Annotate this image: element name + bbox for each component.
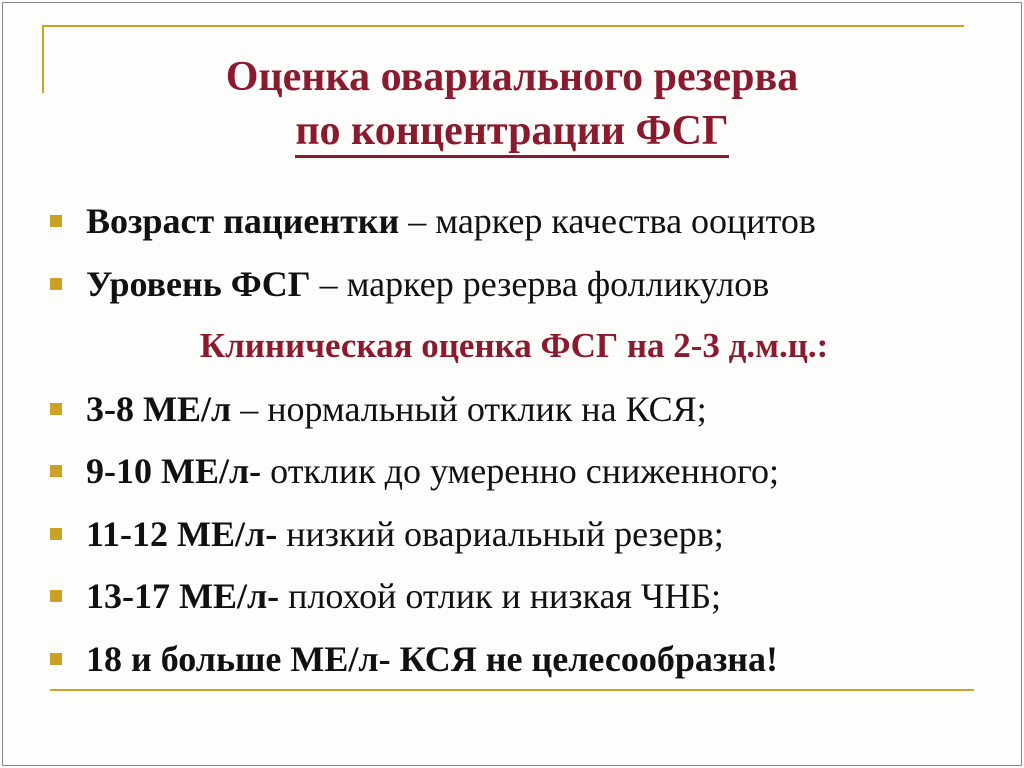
square-bullet-icon — [50, 590, 62, 602]
item-bold-text: Уровень ФСГ — [86, 263, 311, 304]
square-bullet-icon — [50, 528, 62, 540]
square-bullet-icon — [50, 465, 62, 477]
item-bold-text: 3-8 МЕ/л — [86, 388, 232, 429]
item-text: отклик до умеренно сниженного; — [261, 451, 780, 492]
list-item — [50, 253, 990, 316]
item-bold-text: Возраст пациентки — [86, 201, 400, 242]
item-bold-text: 11-12 МЕ/л- — [86, 513, 278, 554]
item-bold-text: 18 и больше МЕ/л- КСЯ не целесообразна! — [86, 638, 779, 679]
title-line-2: по концентрации ФСГ — [295, 107, 728, 158]
item-text: – нормальный отклик на КСЯ; — [231, 388, 707, 429]
item-text: плохой отлик и низкая ЧНБ; — [279, 576, 722, 617]
title-line-1: Оценка овариального резерва — [225, 54, 799, 100]
item-text: – маркер качества ооцитов — [399, 201, 816, 242]
slide-title — [0, 50, 1024, 158]
item-bold-text: 9-10 МЕ/л- — [86, 451, 262, 492]
square-bullet-icon — [50, 653, 62, 665]
list-item — [50, 628, 990, 691]
subheading: Клиническая оценка ФСГ на 2-3 д.м.ц.: — [199, 326, 829, 366]
list-item — [50, 190, 990, 253]
list-item — [50, 503, 990, 566]
list-item — [50, 440, 990, 503]
item-text: – маркер резерва фолликулов — [310, 263, 770, 304]
list-item — [50, 378, 990, 441]
decorative-top-line — [42, 25, 964, 27]
item-text: низкий овариальный резерв; — [277, 513, 724, 554]
list-item — [50, 565, 990, 628]
square-bullet-icon — [50, 403, 62, 415]
bullet-list — [50, 190, 990, 690]
item-bold-text: 13-17 МЕ/л- — [86, 576, 280, 617]
square-bullet-icon — [50, 215, 62, 227]
square-bullet-icon — [50, 278, 62, 290]
